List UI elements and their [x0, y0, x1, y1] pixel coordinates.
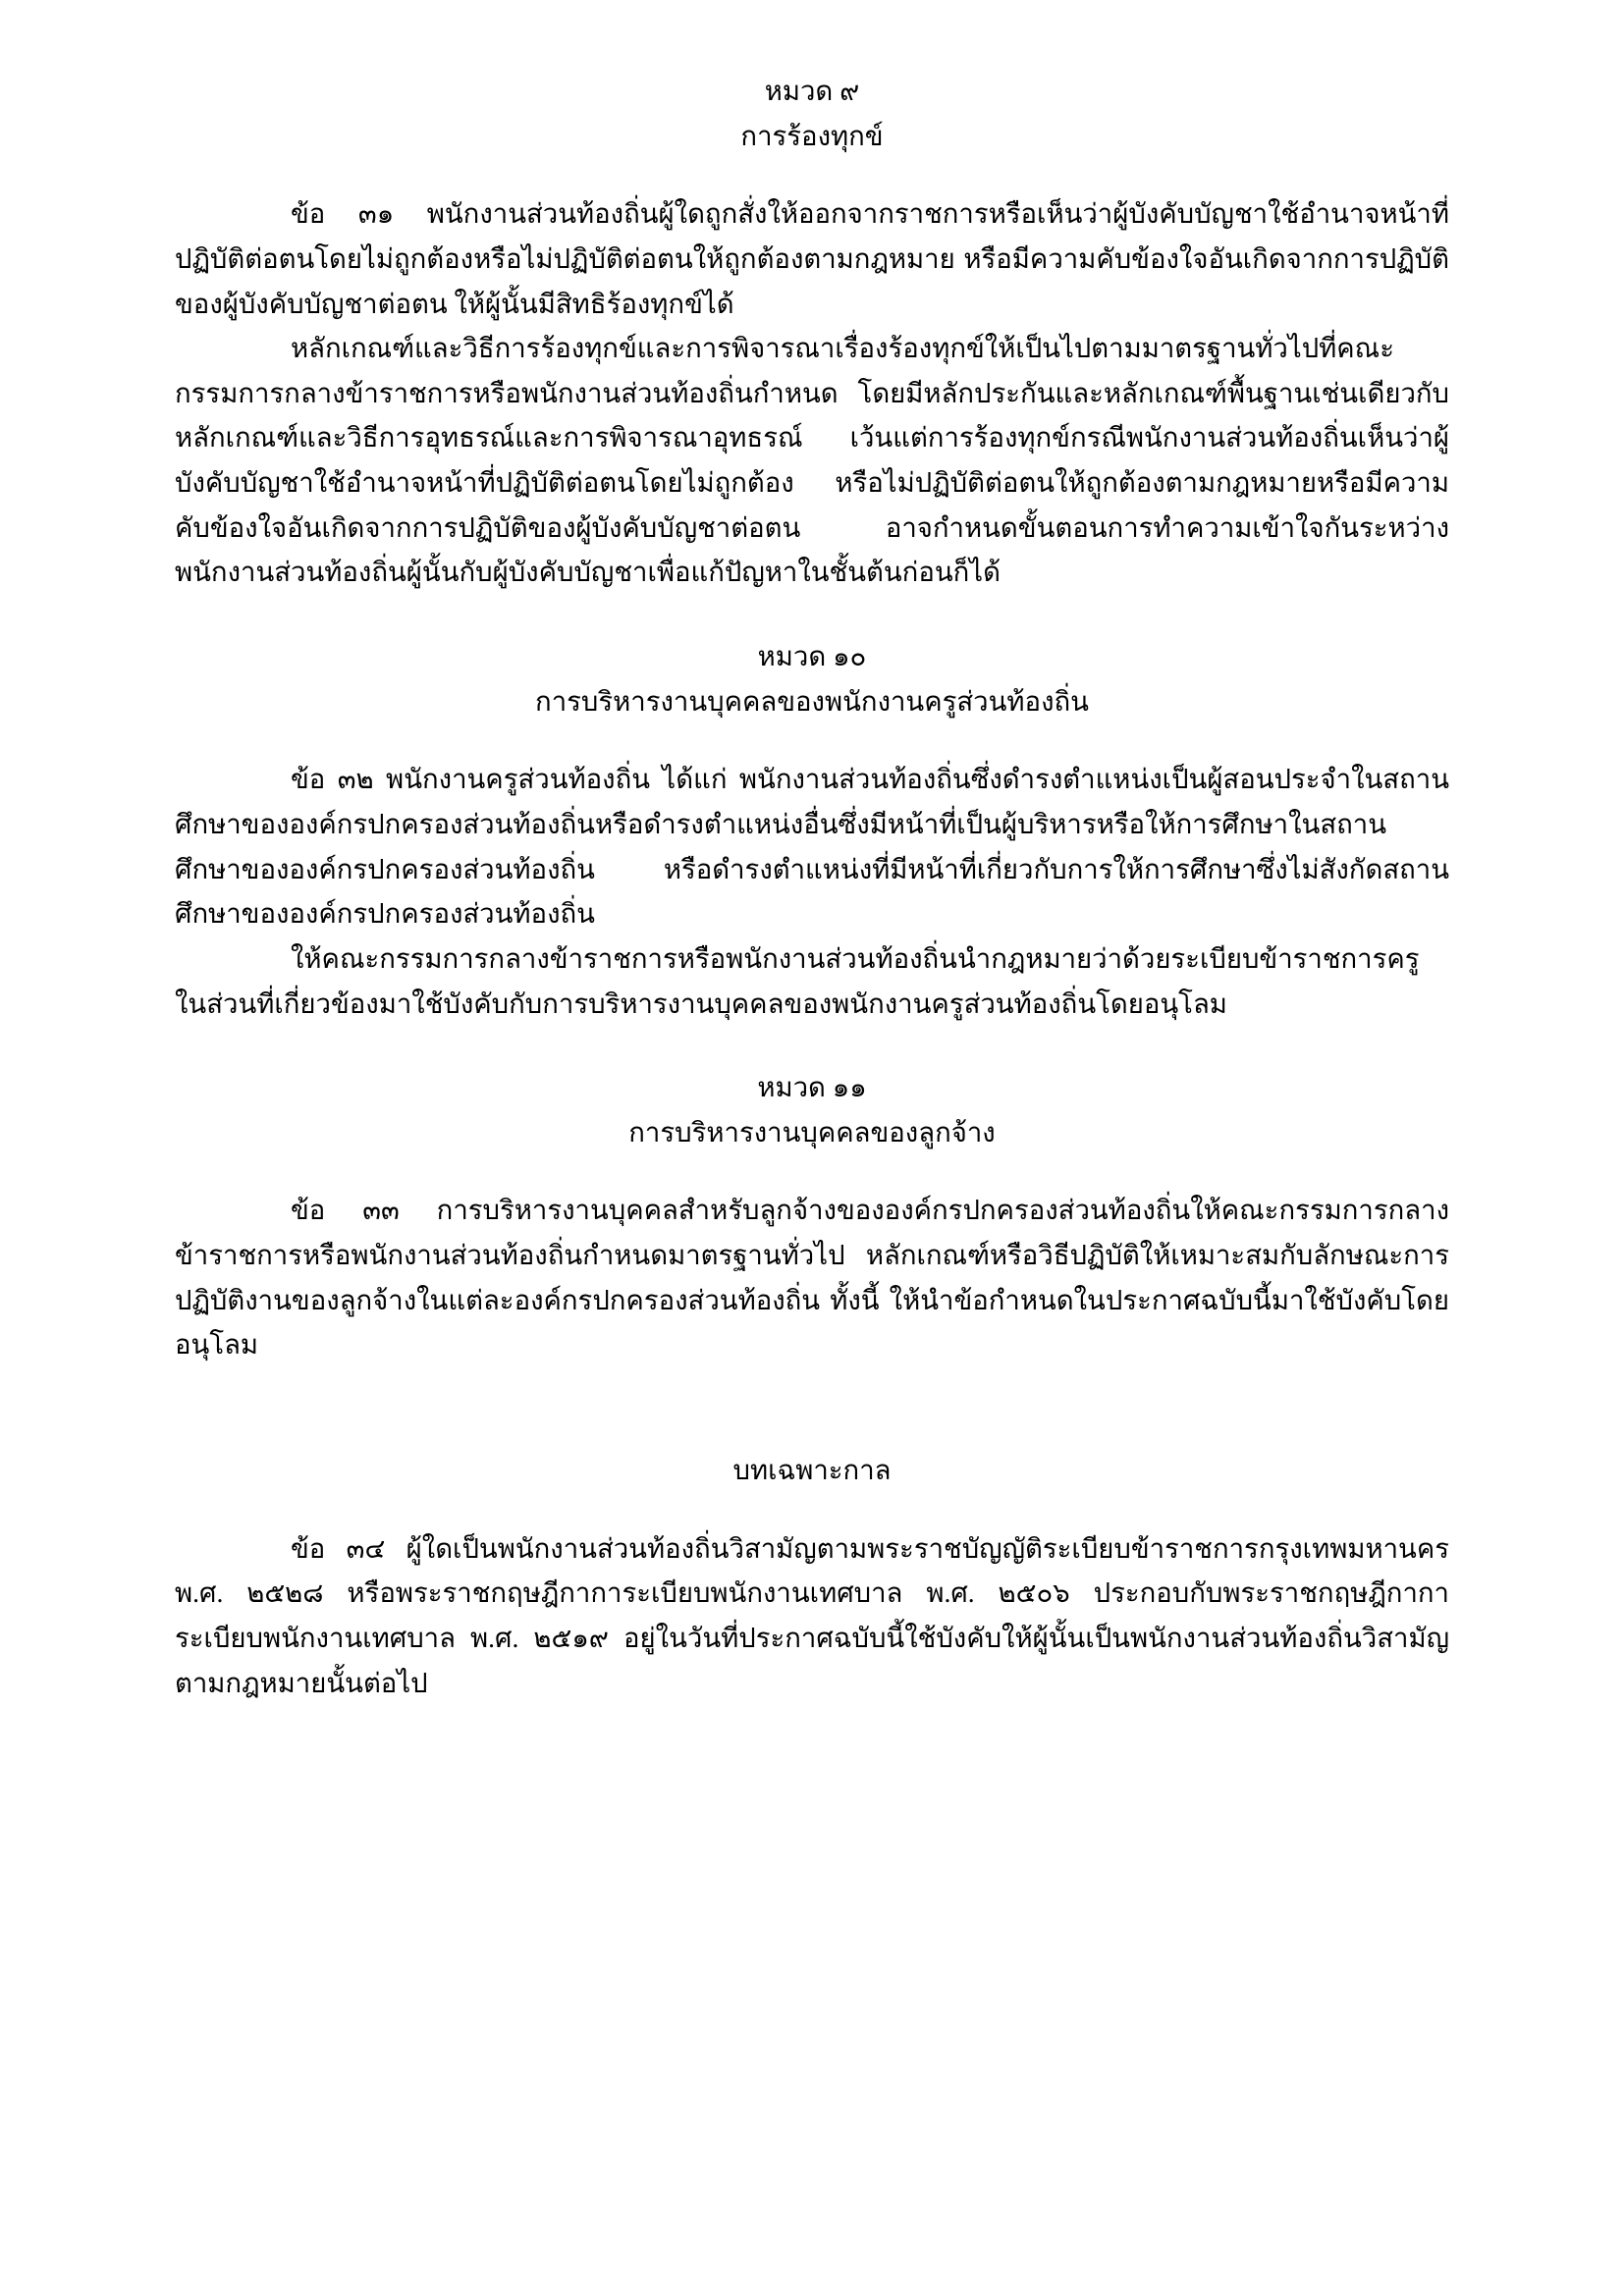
clause-34-paragraph-1: ข้อ ๓๔ ผู้ใดเป็นพนักงานส่วนท้องถิ่นวิสามัญตามพระราชบัญญัติระเบียบข้าราชการกรุงเทพมหานคร พ.ศ. ๒๕๒๘ หรือพระราชกฤษฎีกาการะเบียบพนักงานเทศบาล พ.ศ. ๒๕๐๖ ประกอบกับพระราชกฤษฎีกาการะเบียบพนักงานเทศบาล พ.ศ. ๒๕๑๙ อยู่ในวันที่ประกาศฉบับนี้ใช้บังคับให้ผู้นั้นเป็นพนักงานส่วนท้องถิ่นวิสามัญตามกฎหมายนั้นต่อไป [175, 1532, 1449, 1698]
chapter-9-subheading: การร้องทุกข์ [740, 120, 884, 151]
clause-31-paragraph-1: ข้อ ๓๑ พนักงานส่วนท้องถิ่นผู้ใดถูกสั่งให้ออกจากราชการหรือเห็นว่าผู้บังคับบัญชาใช้อำนาจหน้าที่ปฏิบัติต่อตนโดยไม่ถูกต้องหรือไม่ปฏิบัติต่อตนให้ถูกต้องตามกฎหมาย หรือมีความคับข้องใจอันเกิดจากการปฏิบัติของผู้บังคับบัญชาต่อตน ให้ผู้นั้นมีสิทธิร้องทุกข์ได้ [175, 198, 1449, 319]
section-chapter-11 [175, 1065, 1449, 1367]
chapter-11-heading: หมวด ๑๑ [757, 1072, 867, 1103]
transitory-heading: บทเฉพาะกาล [732, 1455, 892, 1486]
clause-32-paragraph-2: ให้คณะกรรมการกลางข้าราชการหรือพนักงานส่วนท้องถิ่นนำกฎหมายว่าด้วยระเบียบข้าราชการครูในส่วนที่เกี่ยวข้องมาใช้บังคับกับการบริหารงานบุคคลของพนักงานครูส่วนท้องถิ่นโดยอนุโลม [175, 942, 1420, 1019]
section-chapter-10 [175, 634, 1449, 1026]
section-chapter-9 [175, 69, 1449, 595]
clause-31-paragraph-2: หลักเกณฑ์และวิธีการร้องทุกข์และการพิจารณาเรื่องร้องทุกข์ให้เป็นไปตามมาตรฐานทั่วไปที่คณะกรรมการกลางข้าราชการหรือพนักงานส่วนท้องถิ่นกำหนด โดยมีหลักประกันและหลักเกณฑ์พื้นฐานเช่นเดียวกับหลักเกณฑ์และวิธีการอุทธรณ์และการพิจารณาอุทธรณ์ เว้นแต่การร้องทุกข์กรณีพนักงานส่วนท้องถิ่นเห็นว่าผู้บังคับบัญชาใช้อำนาจหน้าที่ปฏิบัติต่อตนโดยไม่ถูกต้อง หรือไม่ปฏิบัติต่อตนให้ถูกต้องตามกฎหมายหรือมีความคับข้องใจอันเกิดจากการปฏิบัติของผู้บังคับบัญชาต่อตน อาจกำหนดขั้นตอนการทำความเข้าใจกันระหว่างพนักงานส่วนท้องถิ่นผู้นั้นกับผู้บังคับบัญชาเพื่อแก้ปัญหาในชั้นต้นก่อนก็ได้ [175, 333, 1449, 588]
chapter-11-subheading: การบริหารงานบุคคลของลูกจ้าง [628, 1116, 996, 1148]
document-body [175, 69, 1449, 1705]
section-transitory-provisions [175, 1448, 1449, 1705]
chapter-9-heading: หมวด ๙ [764, 76, 860, 106]
spacer [175, 595, 1449, 634]
clause-32-paragraph-1: ข้อ ๓๒ พนักงานครูส่วนท้องถิ่น ได้แก่ พนักงานส่วนท้องถิ่นซึ่งดำรงตำแหน่งเป็นผู้สอนประจำในสถานศึกษาขององค์กรปกครองส่วนท้องถิ่นหรือดำรงตำแหน่งอื่นซึ่งมีหน้าที่เป็นผู้บริหารหรือให้การศึกษาในสถานศึกษาขององค์กรปกครองส่วนท้องถิ่น หรือดำรงตำแหน่งที่มีหน้าที่เกี่ยวกับการให้การศึกษาซึ่งไม่สังกัดสถานศึกษาขององค์กรปกครองส่วนท้องถิ่น [175, 764, 1449, 930]
clause-33-paragraph-1: ข้อ ๓๓ การบริหารงานบุคคลสำหรับลูกจ้างขององค์กรปกครองส่วนท้องถิ่นให้คณะกรรมการกลางข้าราชการหรือพนักงานส่วนท้องถิ่นกำหนดมาตรฐานทั่วไป หลักเกณฑ์หรือวิธีปฏิบัติให้เหมาะสมกับลักษณะการปฏิบัติงานของลูกจ้างในแต่ละองค์กรปกครองส่วนท้องถิ่น ทั้งนี้ ให้นำข้อกำหนดในประกาศฉบับนี้มาใช้บังคับโดยอนุโลม [175, 1195, 1449, 1361]
chapter-10-heading: หมวด ๑๐ [757, 641, 867, 672]
spacer [175, 1367, 1449, 1448]
chapter-10-subheading: การบริหารงานบุคคลของพนักงานครูส่วนท้องถิ่น [535, 685, 1089, 717]
spacer [175, 1026, 1449, 1065]
